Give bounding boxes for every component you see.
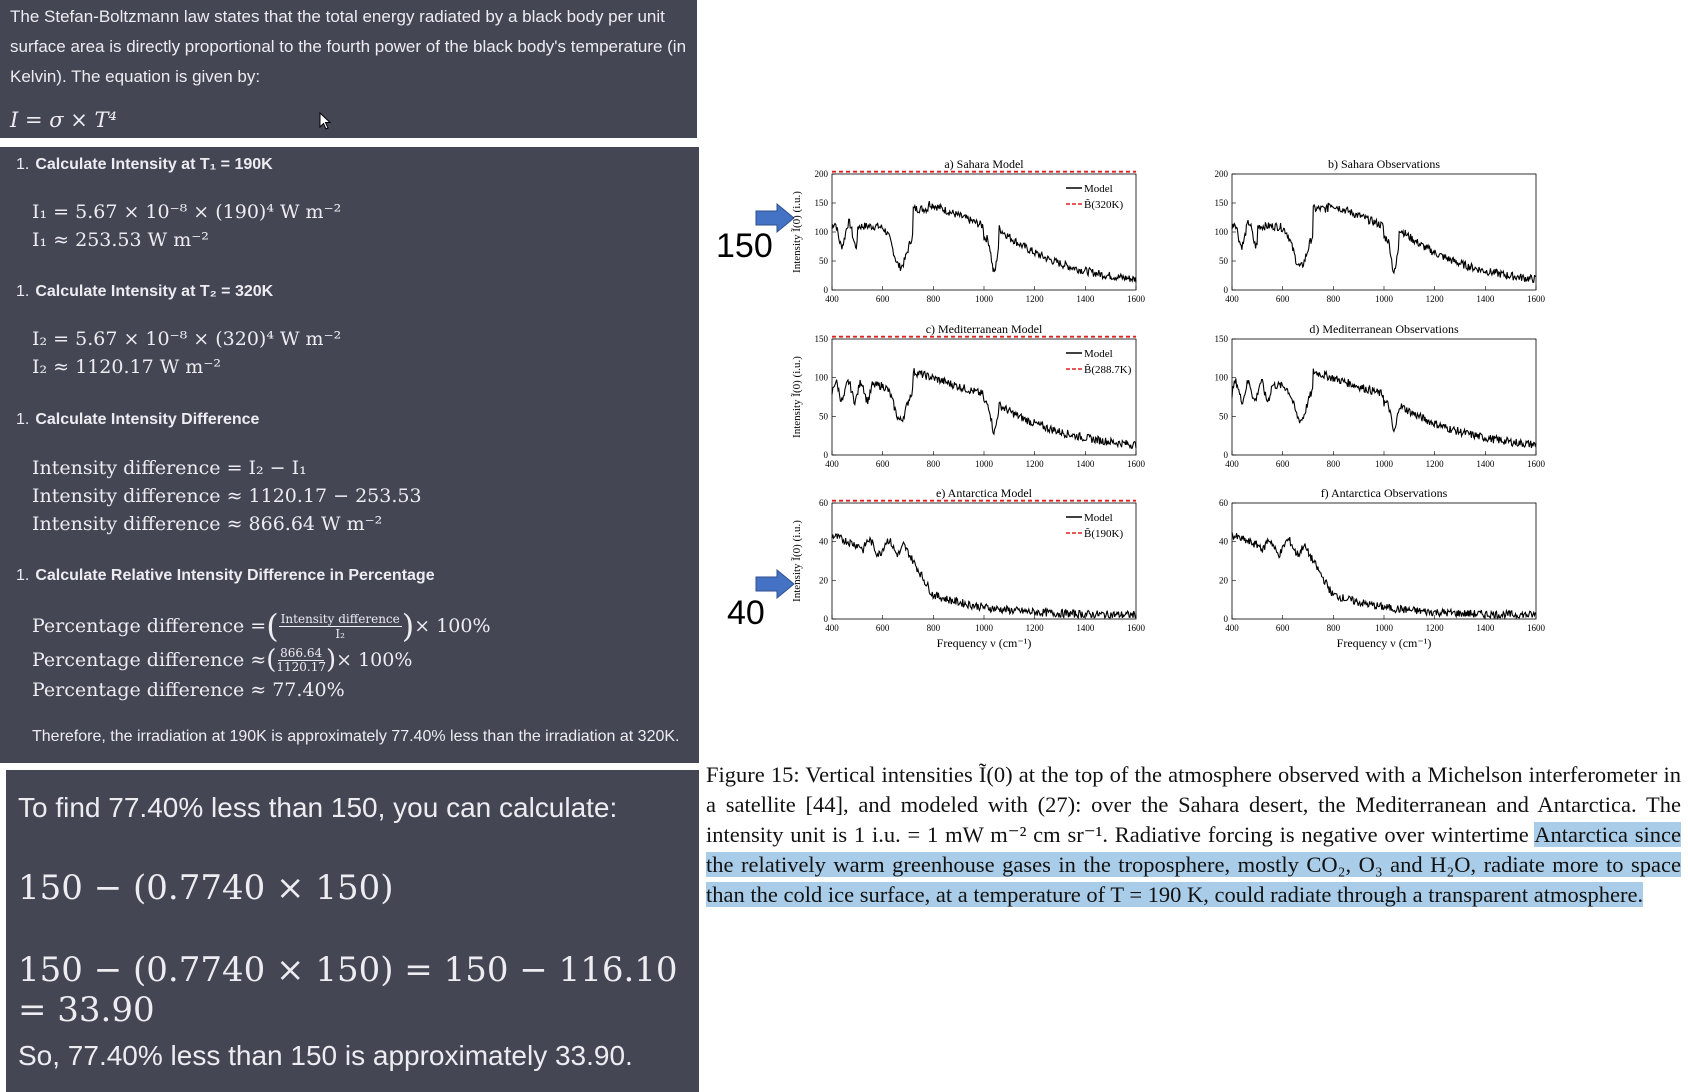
annotation-150: 150 [716, 227, 773, 265]
subplot-6-xlabel: Frequency ν (cm⁻¹) [1336, 636, 1432, 650]
subplot-3-ylabel: Intensity Ĩ(0) (i.u.) [791, 356, 803, 438]
subplot-3-ytick-label: 50 [819, 411, 828, 422]
subplot-6-xtick-label: 1000 [1375, 623, 1393, 633]
subplot-5-title: e) Antarctica Model [936, 486, 1032, 500]
subplot-1-ytick-label: 50 [819, 256, 828, 266]
subplot-4-spectrum-line [1232, 369, 1536, 448]
calculation-panel [0, 147, 699, 763]
subplot-2-ytick-label: 0 [1223, 285, 1228, 295]
subplot-2-xtick-label: 800 [1326, 294, 1341, 304]
subplot-5-ytick-label: 0 [823, 614, 828, 624]
subplot-5-spectrum-line [832, 534, 1136, 618]
subplot-5-xtick-label: 600 [875, 623, 890, 633]
subplot-2-ytick-label: 50 [1219, 256, 1228, 266]
subplot-3-xtick-label: 1600 [1127, 459, 1145, 469]
step-3-heading: 1. Calculate Intensity Difference [16, 411, 260, 428]
subplot-4-xtick-label: 1200 [1425, 459, 1444, 469]
subplot-1-xtick-label: 600 [875, 294, 890, 304]
subplot-4-xtick-label: 1000 [1375, 459, 1393, 469]
subplot-6-spectrum-line [1232, 532, 1536, 617]
subplot-2-spectrum-line [1232, 203, 1536, 282]
subplot-2-ytick-label: 100 [1214, 227, 1228, 237]
subplot-6-ytick-label: 0 [1223, 614, 1228, 624]
subplot-5-xtick-label: 1400 [1076, 623, 1095, 633]
subplot-3-ytick-label: 100 [814, 372, 828, 383]
subplot-2-xtick-label: 1000 [1375, 294, 1393, 304]
subplot-1-xtick-label: 1000 [975, 294, 993, 304]
subplot-3-title: c) Mediterranean Model [925, 322, 1043, 336]
spectra-figure [780, 160, 1630, 720]
step-4-line-3: Percentage difference ≈ 77.40% [32, 679, 345, 701]
subplot-2-xtick-label: 600 [1275, 294, 1290, 304]
fraction-2: 866.64 1120.17 [276, 645, 326, 674]
subplot-3-xtick-label: 800 [926, 459, 941, 469]
step-1-line-2: I₁ ≈ 253.53 W m⁻² [32, 229, 209, 251]
step-1-heading: 1. Calculate Intensity at T₁ = 190K [16, 156, 273, 173]
subplot-4-ytick-label: 0 [1223, 450, 1228, 460]
percentage-panel [6, 770, 699, 1092]
subplot-2-xtick-label: 1400 [1476, 294, 1495, 304]
percentage-intro: To find 77.40% less than 150, you can calculate: [18, 792, 618, 823]
subplot-5-ytick-label: 40 [819, 536, 828, 547]
subplot-6-ytick-label: 40 [1219, 536, 1228, 547]
subplot-5-xtick-label: 400 [825, 623, 839, 633]
percentage-expression-2: 150 − (0.7740 × 150) = 150 − 116.10 = 33.90 [18, 950, 678, 1030]
fraction-1: Intensity difference I₂ [280, 611, 400, 641]
subplot-3-legend-model: Model [1084, 348, 1113, 360]
subplot-5-xlabel: Frequency ν (cm⁻¹) [936, 636, 1032, 650]
subplot-1-xtick-label: 1400 [1076, 294, 1095, 304]
subplot-2-ytick-label: 200 [1214, 169, 1228, 179]
subplot-4-ytick-label: 50 [1219, 411, 1228, 422]
step-3-line-1: Intensity difference = I₂ − I₁ [32, 457, 307, 479]
intro-text: The Stefan-Boltzmann law states that the total energy radiated by a black body per unit surface area is directly proportional to the fourth power of the black body's temperature (in Kelvin). The equation is given by: [10, 7, 687, 86]
step-2-line-2: I₂ ≈ 1120.17 W m⁻² [32, 356, 221, 378]
subplot-6-xtick-label: 600 [1275, 623, 1290, 633]
subplot-6-xtick-label: 400 [1225, 623, 1239, 633]
subplot-6-ytick-label: 20 [1219, 575, 1228, 586]
percentage-expression-1: 150 − (0.7740 × 150) [18, 868, 394, 908]
subplot-3-xtick-label: 1000 [975, 459, 993, 469]
intro-panel [0, 0, 697, 138]
subplot-1-legend-model: Model [1084, 183, 1113, 195]
step-3-line-3: Intensity difference ≈ 866.64 W m⁻² [32, 513, 383, 535]
subplot-1-xtick-label: 400 [825, 294, 839, 304]
mouse-cursor-icon [319, 112, 331, 130]
subplot-2-title: b) Sahara Observations [1328, 160, 1440, 171]
step-2-heading: 1. Calculate Intensity at T₂ = 320K [16, 283, 274, 300]
subplot-6-xtick-label: 800 [1326, 623, 1341, 633]
subplot-2-xtick-label: 1600 [1527, 294, 1545, 304]
subplot-3-ytick-label: 0 [823, 450, 828, 460]
step-4-heading: 1. Calculate Relative Intensity Difference in Percentage [16, 567, 435, 584]
subplot-5-xtick-label: 1600 [1127, 623, 1145, 633]
subplot-4-ytick-label: 150 [1214, 334, 1228, 344]
subplot-2-xtick-label: 1200 [1425, 294, 1444, 304]
subplot-2-ytick-label: 150 [1214, 198, 1228, 208]
subplot-3-spectrum-line [832, 368, 1136, 448]
subplot-1-xtick-label: 1600 [1127, 294, 1145, 304]
conclusion-text: Therefore, the irradiation at 190K is approximately 77.40% less than the irradiation at 320K. [32, 728, 680, 745]
subplot-3-legend-planck: B̃(288.7K) [1084, 364, 1132, 376]
subplot-3-xtick-label: 1400 [1076, 459, 1095, 469]
subplot-4-ytick-label: 100 [1214, 372, 1228, 383]
subplot-6-xtick-label: 1200 [1425, 623, 1444, 633]
step-2-line-1: I₂ = 5.67 × 10⁻⁸ × (320)⁴ W m⁻² [32, 328, 342, 350]
subplot-5-xtick-label: 1200 [1025, 623, 1044, 633]
subplot-6-ytick-label: 60 [1219, 498, 1228, 508]
step-3-line-2: Intensity difference ≈ 1120.17 − 253.53 [32, 485, 422, 507]
percentage-result: So, 77.40% less than 150 is approximately 33.90. [18, 1040, 633, 1071]
figure-caption [706, 760, 1681, 910]
subplot-6-xtick-label: 1400 [1476, 623, 1495, 633]
subplot-4-xtick-label: 1400 [1476, 459, 1495, 469]
stefan-boltzmann-equation: I = σ × T⁴ [10, 108, 117, 132]
subplot-3-xtick-label: 600 [875, 459, 890, 469]
caption-highlighted-text[interactable]: Antarctica since the relatively warm greenhouse gases in the troposphere, mostly CO₂, O₃ and H₂O, radiate more to space than the cold ice surface, at a temperature of T = 190 K, could radiate through a transparent atmosphere. [706, 822, 1681, 907]
subplot-4-xtick-label: 800 [1326, 459, 1341, 469]
subplot-1-spectrum-line [832, 201, 1136, 282]
step-4-line-1: Percentage difference = ( Intensity difference I₂ ) × 100% [32, 607, 491, 645]
subplot-1-title: a) Sahara Model [944, 160, 1024, 171]
subplot-5-xtick-label: 1000 [975, 623, 993, 633]
subplot-1-legend-planck: B̃(320K) [1084, 199, 1124, 211]
subplot-1-ytick-label: 150 [814, 198, 828, 208]
subplot-4-xtick-label: 600 [1275, 459, 1290, 469]
subplot-6-title: f) Antarctica Observations [1320, 486, 1448, 500]
subplot-1-ylabel: Intensity Ĩ(0) (i.u.) [791, 191, 803, 273]
caption-text: Figure 15: Vertical intensities Ĩ(0) at the top of the atmosphere observed with a Michelson interferometer in a satellite [44], and modeled with (27): over the Sahara desert, the Mediterranean and Antarctica. The intensity unit is 1 i.u. = 1 mW m⁻² cm sr⁻¹. Radiative forcing is negative over wintertime [706, 762, 1681, 847]
subplot-4-xtick-label: 400 [1225, 459, 1239, 469]
subplot-5-ytick-label: 60 [819, 498, 828, 508]
subplot-4-title: d) Mediterranean Observations [1309, 322, 1459, 336]
subplot-3-xtick-label: 1200 [1025, 459, 1044, 469]
subplot-3-ytick-label: 150 [814, 334, 828, 344]
subplot-5-ytick-label: 20 [819, 575, 828, 586]
step-1-line-1: I₁ = 5.67 × 10⁻⁸ × (190)⁴ W m⁻² [32, 201, 342, 223]
subplot-1-ytick-label: 200 [814, 169, 828, 179]
subplot-6-xtick-label: 1600 [1527, 623, 1545, 633]
subplot-3-xtick-label: 400 [825, 459, 839, 469]
subplot-1-xtick-label: 1200 [1025, 294, 1044, 304]
subplot-5-legend-model: Model [1084, 512, 1113, 524]
subplot-5-xtick-label: 800 [926, 623, 941, 633]
subplot-1-xtick-label: 800 [926, 294, 941, 304]
annotation-40: 40 [727, 594, 765, 632]
subplot-2-xtick-label: 400 [1225, 294, 1239, 304]
subplot-1-ytick-label: 100 [814, 227, 828, 237]
subplot-4-xtick-label: 1600 [1527, 459, 1545, 469]
subplot-5-legend-planck: B̃(190K) [1084, 528, 1124, 540]
step-4-line-2: Percentage difference ≈ ( 866.64 1120.17 ) × 100% [32, 645, 413, 675]
subplot-5-ylabel: Intensity Ĩ(0) (i.u.) [791, 520, 803, 602]
subplot-1-ytick-label: 0 [823, 285, 828, 295]
subplot-6-frame [1232, 503, 1536, 619]
